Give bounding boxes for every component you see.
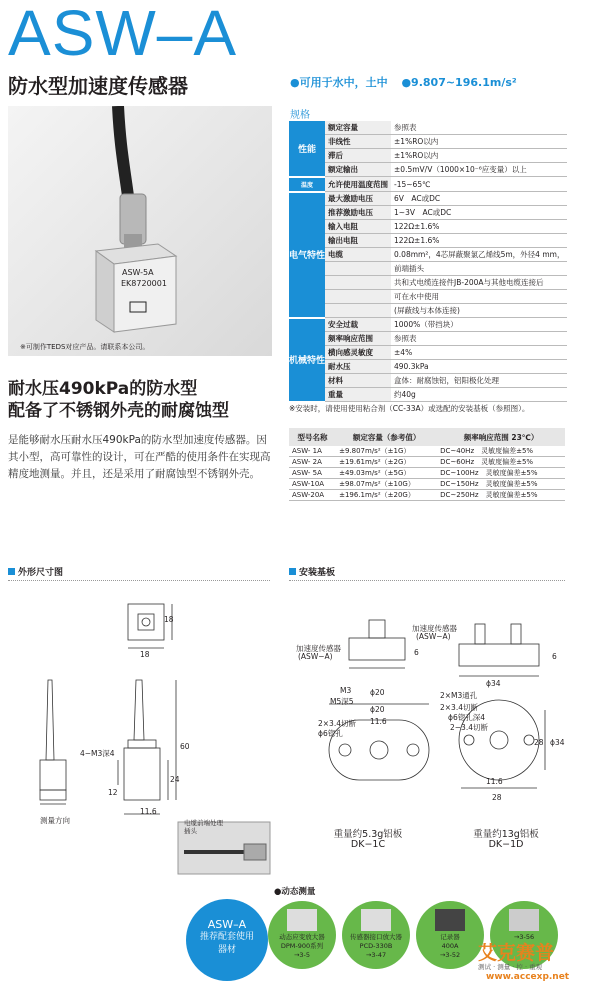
spec-key: 电缆	[325, 248, 391, 262]
spec-key: 材料	[325, 374, 391, 388]
spec-key	[325, 276, 391, 290]
table-row	[289, 192, 567, 206]
product-name: 传感器接口放大器	[350, 933, 402, 941]
spec-value: 1~3V AC或DC	[391, 206, 567, 220]
spec-value: 1000%（带挡块）	[391, 318, 567, 332]
table-row	[289, 304, 567, 318]
mount-c-sensor: 加速度传感器	[296, 644, 341, 653]
table-cell: ±19.61m/s²（±2G）	[336, 457, 437, 468]
spec-value: 参照表	[391, 332, 567, 346]
dim-label: 24	[170, 775, 180, 784]
description: 是能够耐水压耐水压490kPa的防水型加速度传感器。因其小型，高可靠性的设计，可在严酷的使用条件在实现高精度地测量。并且，还是采用了耐腐蚀型不锈钢外壳。	[8, 434, 271, 480]
table-header-row	[289, 428, 565, 446]
spec-value: 盒体：耐腐蚀铝，铝阳极化处理	[391, 374, 567, 388]
spec-group-label: 性能	[289, 121, 325, 177]
mount-c-d6: 6	[414, 648, 419, 657]
mount-c-phi20b: ϕ20	[370, 705, 385, 714]
model-table	[289, 428, 565, 501]
mount-d-cut2: 2−3.4切断	[450, 723, 488, 732]
product-model: PCD-330B	[359, 942, 393, 950]
spec-key	[325, 304, 391, 318]
spec-value: 490.3kPa	[391, 360, 567, 374]
section-dimensions	[8, 565, 63, 578]
spec-key: 额定输出	[325, 163, 391, 177]
spec-value: 前端插头	[391, 262, 567, 276]
spec-key: 额定容量	[325, 121, 391, 135]
badge-line: 器材	[217, 945, 236, 955]
table-row	[289, 177, 567, 192]
mount-d-model: (ASW−A)	[416, 632, 451, 641]
mount-d-d28b: 28	[492, 793, 502, 802]
spec-key	[325, 262, 391, 276]
table-row	[289, 457, 565, 468]
spec-label: 规格	[290, 110, 310, 121]
table-row	[289, 479, 565, 490]
mount-c-model: (ASW−A)	[298, 652, 333, 661]
table-row	[289, 248, 567, 262]
photo-note: ※可制作TEDS对应产品。请联系本公司。	[20, 343, 150, 351]
spec-key: 非线性	[325, 135, 391, 149]
mount-c-phi20a: ϕ20	[370, 688, 385, 697]
table-row	[289, 206, 567, 220]
mount-d-cut1: 2×3.4切断	[440, 703, 478, 712]
mount-c-cut: 2×3.4切断	[318, 719, 356, 728]
table-cell: DC~100Hz 灵敏度偏差±5%	[437, 468, 565, 479]
recommend-badge	[186, 899, 268, 981]
product-photo	[8, 106, 272, 356]
dim-label: 60	[180, 742, 190, 751]
headline-line: 配备了不锈钢外壳的耐腐蚀型	[8, 401, 229, 421]
product-card	[416, 901, 484, 969]
table-cell: ±98.07m/s²（±10G）	[336, 479, 437, 490]
page-subtitle: 防水型加速度传感器	[8, 74, 188, 98]
table-cell: ASW- 2A	[289, 457, 336, 468]
spec-table	[289, 121, 567, 403]
product-name: 动态应变放大器	[279, 933, 325, 941]
headline	[8, 378, 229, 422]
table-cell: DC~40Hz 灵敏度偏差±5%	[437, 446, 565, 457]
column-header: 型号名称	[289, 428, 336, 446]
product-page: →3-56	[513, 933, 535, 941]
spec-key: 重量	[325, 388, 391, 402]
table-cell: ASW- 5A	[289, 468, 336, 479]
measure-title: ●动态测量	[274, 887, 316, 897]
table-row	[289, 468, 565, 479]
product-page: →3-52	[439, 951, 461, 959]
product-model: 400A	[441, 942, 459, 950]
mount-d-m3: 2×M3通孔	[440, 691, 478, 700]
spec-value: 可在水中使用	[391, 290, 567, 304]
product-page: →3-5	[293, 951, 311, 959]
table-row	[289, 374, 567, 388]
mount-c-m3: M3	[340, 686, 352, 695]
square-icon	[8, 568, 15, 575]
table-cell: ASW- 1A	[289, 446, 336, 457]
table-row	[289, 490, 565, 501]
amplifier-icon	[287, 909, 317, 931]
table-row	[289, 262, 567, 276]
mount-d-weight: 重量约13g铝板	[473, 829, 539, 840]
photo-model-label: ASW-5A	[122, 268, 154, 277]
column-header: 频率响应范围 23℃）	[437, 428, 565, 446]
table-row	[289, 360, 567, 374]
spec-value: ±4%	[391, 346, 567, 360]
watermark-slogan: 测试 · 测量 · 控 · 重观	[478, 963, 543, 971]
table-cell: ±196.1m/s²（±20G）	[336, 490, 437, 501]
section-mount-label: 安装基板	[299, 568, 336, 578]
sensor-illustration	[8, 106, 272, 356]
spec-key: 频率响应范围	[325, 332, 391, 346]
feature-range: ●9.807~196.1m/s²	[401, 76, 517, 89]
table-cell: ASW-10A	[289, 479, 336, 490]
spec-value: 6V AC或DC	[391, 192, 567, 206]
table-row	[289, 234, 567, 248]
table-row	[289, 290, 567, 304]
mount-d-d116: 11.6	[486, 777, 503, 786]
table-row	[289, 135, 567, 149]
table-row	[289, 318, 567, 332]
badge-line: 推荐配套使用	[199, 932, 254, 942]
dim-label: 12	[108, 788, 118, 797]
dim-label: 测量方向	[40, 816, 70, 825]
spec-note: ※安装时，请使用使用粘合剂（CC-33A）或选配的安装基板（参照图）。	[289, 404, 530, 413]
table-row	[289, 332, 567, 346]
spec-value: ±1%RO以内	[391, 135, 567, 149]
page-title: ASW–A	[8, 0, 238, 69]
dim-label: 18	[140, 650, 150, 659]
mount-d-d6: 6	[552, 652, 557, 661]
spec-value: 约40g	[391, 388, 567, 402]
table-cell: DC~150Hz 灵敏度偏差±5%	[437, 479, 565, 490]
product-model: DPM-900系列	[280, 942, 324, 950]
table-cell: ±9.807m/s²（±1G）	[336, 446, 437, 457]
dimension-drawing	[8, 590, 272, 880]
mount-c-name: DK−1C	[350, 839, 386, 850]
mount-c-d116: 11.6	[370, 717, 387, 726]
spec-value: (屏蔽线与本体连接)	[391, 304, 567, 318]
spec-value: 共和式电缆连接件JB-200A与其他电缆连接后	[391, 276, 567, 290]
table-row	[289, 446, 565, 457]
product-card	[342, 901, 410, 969]
spec-value: ±1%RO以内	[391, 149, 567, 163]
badge-line: ASW–A	[207, 918, 247, 931]
spec-key: 滞后	[325, 149, 391, 163]
square-icon	[289, 568, 296, 575]
table-cell: ASW-20A	[289, 490, 336, 501]
mount-c-m5: M5深5	[330, 697, 354, 706]
table-cell: DC~60Hz 灵敏度偏差±5%	[437, 457, 565, 468]
table-cell: ±49.03m/s²（±5G）	[336, 468, 437, 479]
amplifier-icon	[361, 909, 391, 931]
spec-key: 推荐激励电压	[325, 206, 391, 220]
divider	[8, 580, 270, 581]
mount-d-hole: ϕ6锪孔深4	[448, 713, 485, 722]
instrument-icon	[509, 909, 539, 931]
mount-c-hole: ϕ6锪孔	[318, 729, 343, 738]
spec-key: 最大激励电压	[325, 192, 391, 206]
spec-key	[325, 290, 391, 304]
table-row	[289, 163, 567, 177]
product-card	[268, 901, 336, 969]
spec-group-label: 电气特性	[289, 192, 325, 318]
spec-key: 输出电阻	[325, 234, 391, 248]
mount-d-d28a: 28	[534, 738, 544, 747]
spec-key: 横向感灵敏度	[325, 346, 391, 360]
spec-value: 122Ω±1.6%	[391, 220, 567, 234]
mount-d-phi34b: ϕ34	[550, 738, 565, 747]
spec-key: 安全过载	[325, 318, 391, 332]
dim-label: 18	[164, 615, 174, 624]
mount-d-name: DK−1D	[488, 839, 524, 850]
section-dimensions-label: 外形尺寸图	[18, 568, 64, 578]
mount-d-sensor: 加速度传感器	[412, 624, 457, 633]
headline-line: 耐水压490kPa的防水型	[8, 379, 198, 399]
table-row	[289, 276, 567, 290]
feature-water: ●可用于水中，土中	[290, 76, 388, 89]
cable-title: 电缆前端处理	[184, 819, 223, 827]
spec-value: ±0.5mV/V（1000×10⁻⁶应变量）以上	[391, 163, 567, 177]
spec-value: -15~65℃	[391, 177, 567, 192]
spec-key: 耐水压	[325, 360, 391, 374]
mount-d-phi34: ϕ34	[486, 679, 501, 688]
watermark-url: www.accexp.net	[486, 972, 570, 982]
watermark-brand: 艾克赛普	[478, 942, 555, 964]
table-cell: DC~250Hz 灵敏度偏差±5%	[437, 490, 565, 501]
dim-label: 4−M3深4	[80, 749, 115, 758]
spec-value: 参照表	[391, 121, 567, 135]
table-row	[289, 346, 567, 360]
spec-value: 122Ω±1.6%	[391, 234, 567, 248]
column-header: 额定容量（参考值）	[336, 428, 437, 446]
spec-value: 0.08mm²，4芯屏蔽聚氯乙烯线5m，外径4 mm，	[391, 248, 567, 262]
spec-key: 输入电阻	[325, 220, 391, 234]
dim-label: 11.6	[140, 807, 157, 816]
divider	[289, 580, 565, 581]
spec-key: 允许使用温度范围	[325, 177, 391, 192]
section-mount	[289, 565, 335, 578]
spec-group-label: 机械特性	[289, 318, 325, 402]
spec-group-label: 温度	[289, 177, 325, 192]
cable-sub: 插头	[184, 827, 197, 835]
product-page: →3-47	[365, 951, 387, 959]
table-row	[289, 388, 567, 402]
photo-serial-label: EK8720001	[121, 279, 167, 288]
table-row	[289, 121, 567, 135]
product-name: 记录器	[440, 933, 460, 941]
table-row	[289, 149, 567, 163]
mount-c-weight: 重量约5.3g铝板	[333, 829, 403, 840]
features	[290, 74, 517, 90]
table-row	[289, 220, 567, 234]
recorder-icon	[435, 909, 465, 931]
